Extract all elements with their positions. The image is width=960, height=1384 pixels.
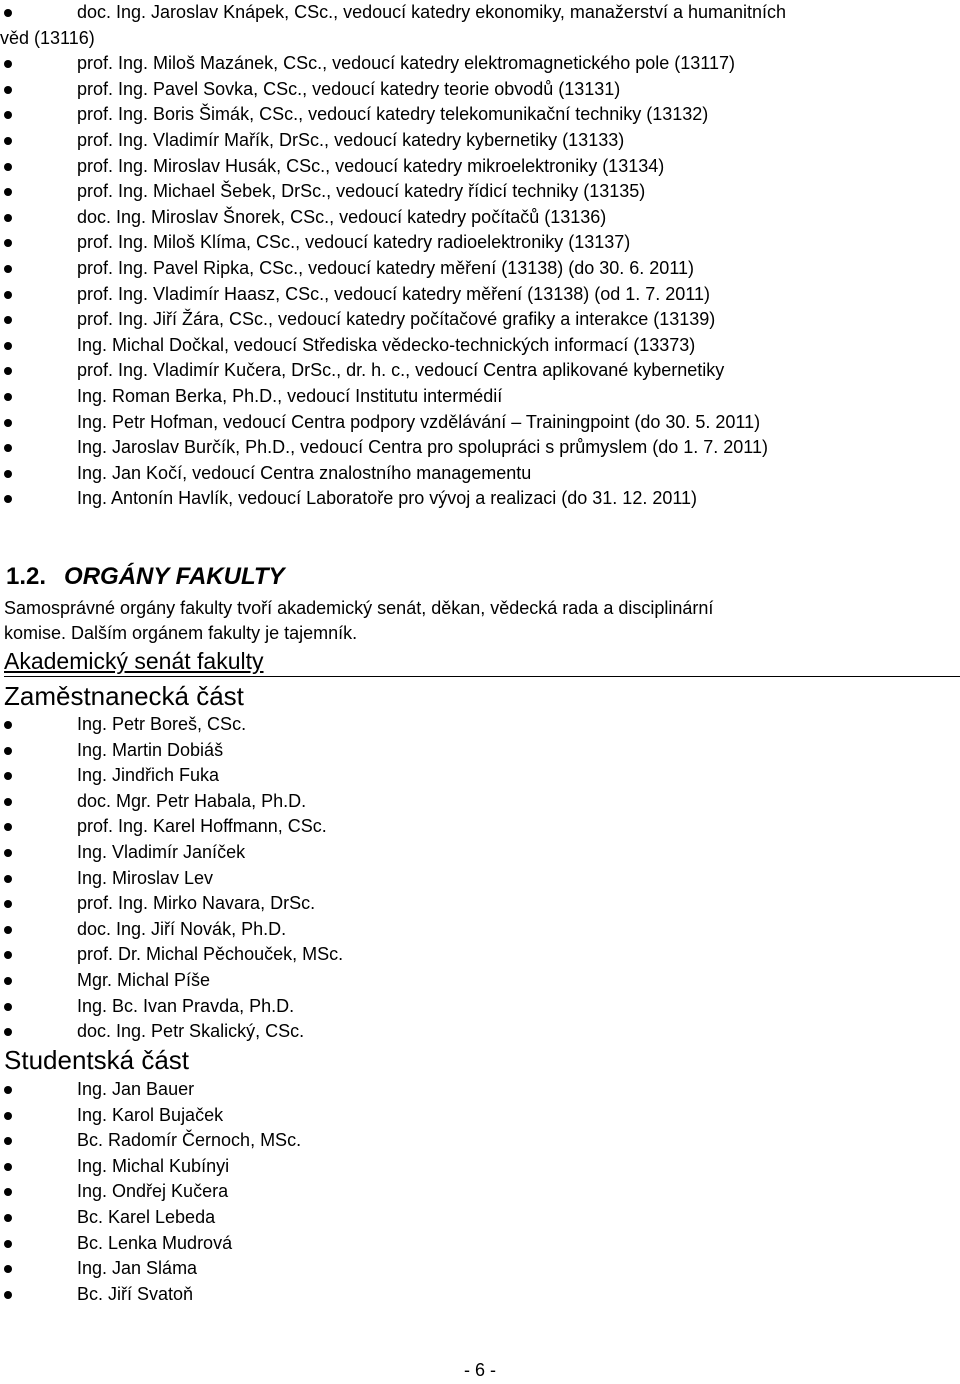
list-item — [0, 358, 960, 384]
list-item — [0, 789, 960, 815]
staff-heading: Zaměstnanecká část — [4, 681, 244, 711]
list-item-text: prof. Ing. Pavel Sovka, CSc., vedoucí katedry teorie obvodů (13131) — [77, 78, 621, 99]
list-item-text: Bc. Radomír Černoch, MSc. — [77, 1130, 302, 1151]
bullet-icon — [4, 265, 12, 273]
bullet-icon — [4, 772, 12, 780]
list-item-text: Ing. Miroslav Lev — [77, 867, 214, 888]
list-item-text: Bc. Karel Lebeda — [77, 1206, 216, 1227]
list-item — [0, 1231, 960, 1257]
intro-line: komise. Dalším orgánem fakulty je tajemník. — [4, 623, 358, 643]
bullet-icon — [4, 1188, 12, 1196]
bullet-icon — [4, 1240, 12, 1248]
bullet-icon — [4, 214, 12, 222]
divider — [4, 676, 960, 677]
list-item-text: Ing. Karol Bujaček — [77, 1104, 224, 1125]
list-item — [0, 1256, 960, 1282]
section-heading — [6, 562, 284, 592]
list-item-text: doc. Ing. Miroslav Šnorek, CSc., vedoucí katedry počítačů (13136) — [77, 206, 607, 227]
bullet-icon — [4, 1003, 12, 1011]
list-item — [0, 1154, 960, 1180]
list-item-text: prof. Ing. Karel Hoffmann, CSc. — [77, 816, 327, 837]
bullet-icon — [4, 951, 12, 959]
list-item — [0, 256, 960, 282]
list-item-text: prof. Ing. Michael Šebek, DrSc., vedoucí katedry řídicí techniky (13135) — [77, 181, 646, 202]
list-item — [0, 738, 960, 764]
list-item — [0, 230, 960, 256]
list-item-text: Ing. Vladimír Janíček — [77, 841, 246, 862]
list-item — [0, 1128, 960, 1154]
senate-heading: Akademický senát fakulty — [4, 648, 264, 674]
bullet-icon — [4, 798, 12, 806]
bullet-icon — [4, 111, 12, 119]
bullet-icon — [4, 470, 12, 478]
list-item — [0, 1019, 960, 1045]
list-item — [0, 891, 960, 917]
list-item-text: prof. Ing. Pavel Ripka, CSc., vedoucí katedry měření (13138) (do 30. 6. 2011) — [77, 257, 694, 278]
bullet-icon — [4, 137, 12, 145]
list-item-text: prof. Ing. Boris Šimák, CSc., vedoucí katedry telekomunikační techniky (13132) — [77, 104, 709, 125]
bullet-icon — [4, 1291, 12, 1299]
bullet-icon — [4, 239, 12, 247]
bullet-icon — [4, 342, 12, 350]
bullet-icon — [4, 188, 12, 196]
section-number: 1.2. — [6, 563, 47, 590]
list-item-text: doc. Ing. Jiří Novák, Ph.D. — [77, 918, 287, 939]
list-item — [0, 1077, 960, 1103]
bullet-icon — [4, 849, 12, 857]
bullet-icon — [4, 747, 12, 755]
list-item — [0, 1205, 960, 1231]
list-item — [0, 410, 960, 436]
list-item-text: prof. Ing. Miloš Klíma, CSc., vedoucí katedry radioelektroniky (13137) — [77, 232, 631, 253]
bullet-icon — [4, 823, 12, 831]
list-item-text: prof. Ing. Miloš Mazánek, CSc., vedoucí katedry elektromagnetického pole (13117) — [77, 53, 736, 74]
bullet-icon — [4, 1214, 12, 1222]
list-item — [0, 128, 960, 154]
list-item — [0, 179, 960, 205]
bullet-icon — [4, 1086, 12, 1094]
list-item-text: Ing. Roman Berka, Ph.D., vedoucí Institutu intermédií — [77, 385, 503, 406]
list-item — [0, 866, 960, 892]
senate-staff-list — [0, 712, 960, 1045]
section-title: ORGÁNY FAKULTY — [64, 563, 285, 590]
list-item-text: prof. Ing. Mirko Navara, DrSc. — [77, 893, 316, 914]
bullet-icon — [4, 291, 12, 299]
list-item-text: Ing. Petr Boreš, CSc. — [77, 714, 247, 734]
list-item — [0, 1179, 960, 1205]
list-item — [0, 384, 960, 410]
list-item-text: prof. Ing. Vladimír Haasz, CSc., vedoucí katedry měření (13138) (od 1. 7. 2011) — [77, 283, 710, 304]
list-item-text: Mgr. Michal Píše — [77, 969, 211, 990]
bullet-icon — [4, 1137, 12, 1145]
bullet-icon — [4, 721, 12, 729]
bullet-icon — [4, 393, 12, 401]
list-item-text: Ing. Michal Kubínyi — [77, 1155, 230, 1176]
list-item — [0, 763, 960, 789]
list-item-text-continued: věd (13116) — [0, 27, 95, 48]
list-item-text: Bc. Lenka Mudrová — [77, 1232, 233, 1253]
list-item — [0, 942, 960, 968]
intro-line: Samosprávné orgány fakulty tvoří akademický senát, děkan, vědecká rada a disciplinární — [4, 598, 714, 618]
senate-student-list — [0, 1077, 960, 1307]
list-item-text: Bc. Jiří Svatoň — [77, 1283, 194, 1304]
bullet-icon — [4, 9, 12, 17]
bullet-icon — [4, 926, 12, 934]
list-item-text: doc. Ing. Petr Skalický, CSc. — [77, 1021, 305, 1042]
bullet-icon — [4, 316, 12, 324]
list-item-text: prof. Ing. Jiří Žára, CSc., vedoucí katedry počítačové grafiky a interakce (13139) — [77, 309, 716, 330]
list-item — [0, 1282, 960, 1308]
bullet-icon — [4, 1112, 12, 1120]
list-item — [0, 840, 960, 866]
list-item-text: prof. Dr. Michal Pěchouček, MSc. — [77, 944, 344, 965]
bullet-icon — [4, 86, 12, 94]
list-item-text: Ing. Jan Sláma — [77, 1258, 198, 1279]
bullet-icon — [4, 60, 12, 68]
bullet-icon — [4, 163, 12, 171]
list-item — [0, 282, 960, 308]
list-item — [0, 461, 960, 487]
list-item-text: Ing. Michal Dočkal, vedoucí Střediska vědecko-technických informací (13373) — [77, 334, 696, 355]
section-intro — [4, 596, 944, 646]
student-heading: Studentská část — [4, 1045, 189, 1075]
list-item-text: Ing. Jan Bauer — [77, 1079, 195, 1099]
faculty-heads-list — [0, 0, 960, 512]
list-item-text: Ing. Jan Kočí, vedoucí Centra znalostního managementu — [77, 462, 532, 483]
list-item — [0, 51, 960, 77]
list-item-text: Ing. Antonín Havlík, vedoucí Laboratoře pro vývoj a realizaci (do 31. 12. 2011) — [77, 488, 698, 509]
list-item-text: Ing. Martin Dobiáš — [77, 739, 224, 760]
bullet-icon — [4, 977, 12, 985]
page-number: - 6 - — [463, 1360, 496, 1380]
bullet-icon — [4, 1265, 12, 1273]
list-item — [0, 435, 960, 461]
list-item — [0, 712, 960, 738]
bullet-icon — [4, 495, 12, 503]
list-item — [0, 814, 960, 840]
list-item-text: Ing. Petr Hofman, vedoucí Centra podpory vzdělávání – Trainingpoint (do 30. 5. 2011) — [77, 411, 761, 432]
list-item — [0, 154, 960, 180]
list-item-text: prof. Ing. Miroslav Husák, CSc., vedoucí katedry mikroelektroniky (13134) — [77, 155, 665, 176]
bullet-icon — [4, 367, 12, 375]
list-item-text: Ing. Jaroslav Burčík, Ph.D., vedoucí Centra pro spolupráci s průmyslem (do 1. 7. 2011) — [77, 437, 768, 458]
list-item-text: doc. Ing. Jaroslav Knápek, CSc., vedoucí katedry ekonomiky, manažerství a humanitních — [77, 2, 787, 22]
list-item — [0, 994, 960, 1020]
bullet-icon — [4, 444, 12, 452]
list-item — [0, 307, 960, 333]
list-item-text: doc. Mgr. Petr Habala, Ph.D. — [77, 790, 307, 811]
list-item — [0, 0, 960, 51]
bullet-icon — [4, 1028, 12, 1036]
list-item — [0, 333, 960, 359]
bullet-icon — [4, 419, 12, 427]
bullet-icon — [4, 900, 12, 908]
list-item — [0, 205, 960, 231]
list-item — [0, 77, 960, 103]
list-item-text: Ing. Bc. Ivan Pravda, Ph.D. — [77, 995, 295, 1016]
list-item — [0, 486, 960, 512]
list-item — [0, 968, 960, 994]
list-item-text: prof. Ing. Vladimír Kučera, DrSc., dr. h. c., vedoucí Centra aplikované kybernetiky — [77, 360, 725, 381]
bullet-icon — [4, 1163, 12, 1171]
list-item — [0, 102, 960, 128]
list-item-text: prof. Ing. Vladimír Mařík, DrSc., vedoucí katedry kybernetiky (13133) — [77, 129, 625, 150]
bullet-icon — [4, 875, 12, 883]
list-item — [0, 917, 960, 943]
list-item — [0, 1103, 960, 1129]
list-item-text: Ing. Ondřej Kučera — [77, 1181, 229, 1202]
list-item-text: Ing. Jindřich Fuka — [77, 765, 220, 786]
